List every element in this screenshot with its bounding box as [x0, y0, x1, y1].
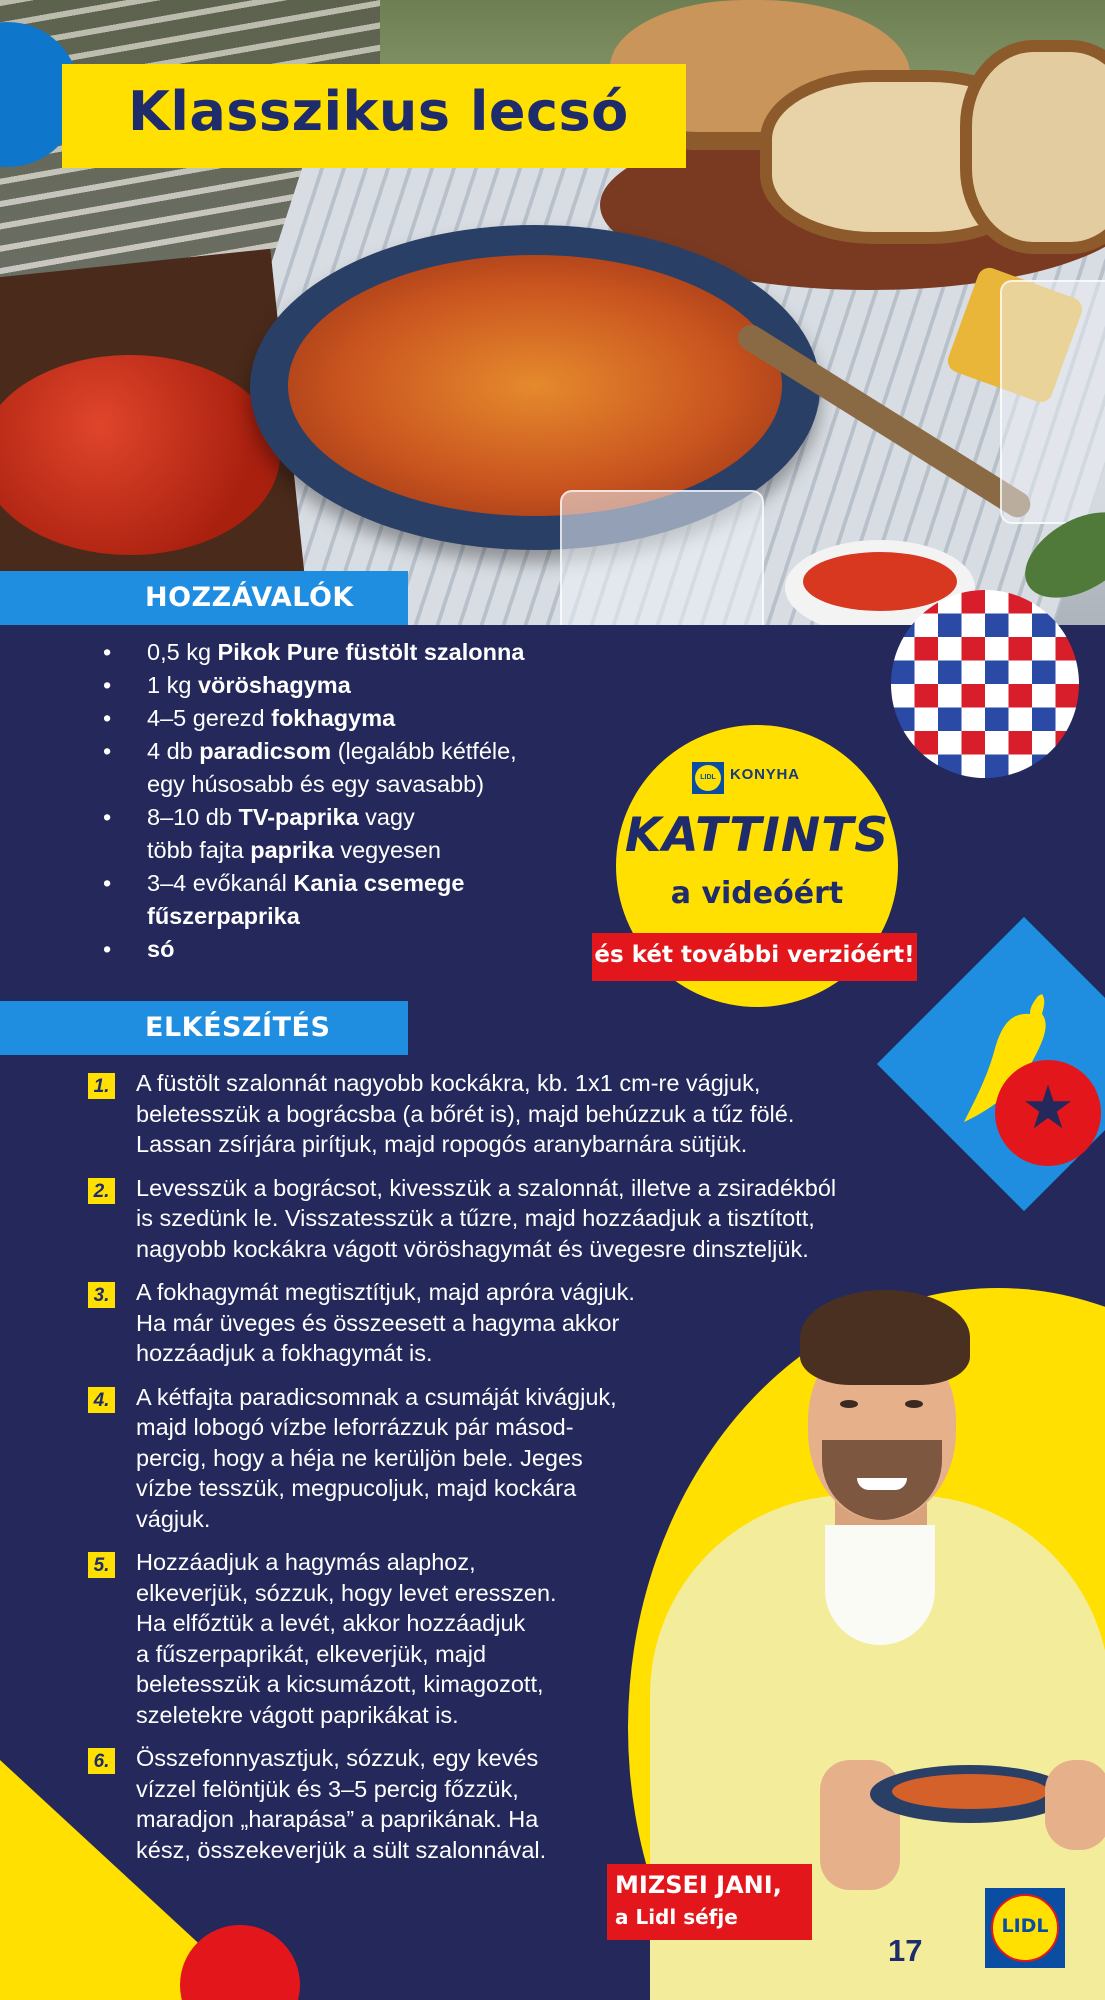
ingredients-list: [103, 636, 623, 966]
lidl-logo: [985, 1888, 1065, 1968]
chef-role: a Lidl séfje: [615, 1905, 738, 1929]
step-text-line: hozzáadjuk a fokhagymát is.: [136, 1340, 433, 1366]
ingredient-name: paprika: [250, 837, 334, 863]
step-text-line: vízzel felöntjük és 3–5 percig főzzük,: [136, 1775, 519, 1802]
ingredient-amount: 4–5 gerezd: [147, 705, 272, 731]
bullet: •: [103, 804, 112, 830]
preparation-step: [88, 1068, 928, 1160]
step-text-line: A kétfajta paradicsomnak a csumáját kivágjuk,: [136, 1383, 617, 1410]
step-number: 1.: [88, 1073, 115, 1099]
step-text-line: beletesszük a kicsumázott, kimagozott,: [136, 1671, 544, 1697]
ingredient-note: vegyesen: [333, 837, 441, 863]
ingredient-amount: 0,5 kg: [147, 639, 218, 665]
preparation-step: [88, 1547, 928, 1730]
ingredient-name: Pikok Pure füstölt szalonna: [217, 639, 525, 665]
ingredient-name: Kania csemege: [293, 870, 465, 896]
bullet: •: [103, 936, 112, 962]
chef-name: MIZSEI JANI,: [615, 1871, 782, 1899]
step-text-line: is szedünk le. Visszatesszük a tűzre, majd hozzáadjuk a tisztított,: [136, 1205, 815, 1231]
step-text-line: Ha már üveges és összeesett a hagyma akkor: [136, 1309, 620, 1336]
ingredient-name: paradicsom: [199, 738, 332, 764]
ingredient-item: [103, 867, 623, 900]
checkered-cloth-icon: [891, 590, 1079, 778]
ingredient-amount: 8–10 db: [147, 804, 239, 830]
ingredient-item: [103, 735, 623, 768]
step-text-line: vízbe tesszük, megpucoljuk, majd kockára: [136, 1475, 577, 1501]
ingredient-amount: 4 db: [147, 738, 200, 764]
lidl-logo-small: LIDL: [690, 760, 726, 796]
step-text-line: Lassan zsírjára pirítjuk, majd ropogós aranybarnára sütjük.: [136, 1131, 748, 1157]
page-number: 17: [888, 1933, 923, 1968]
lidl-logo-text: LIDL: [1001, 1915, 1049, 1937]
step-number: 6.: [88, 1748, 115, 1774]
ingredient-item: [103, 768, 623, 801]
video-badge-banner-text[interactable]: és két további verzióért!: [594, 942, 915, 968]
bullet: •: [103, 639, 112, 665]
ingredient-item: [103, 834, 623, 867]
water-glass: [560, 490, 764, 625]
ingredient-name: fűszerpaprika: [147, 903, 300, 929]
step-number: 2.: [88, 1178, 115, 1204]
preparation-step: [88, 1277, 928, 1369]
ingredient-name: TV-paprika: [238, 804, 359, 830]
red-star-circle: [995, 1060, 1101, 1166]
bread-slice: [960, 40, 1105, 254]
ingredient-name: fokhagyma: [271, 705, 396, 731]
decor-red-circle: [180, 1925, 300, 2000]
ingredient-item: [103, 669, 623, 702]
ingredient-name: vöröshagyma: [197, 672, 351, 698]
ingredient-item: [103, 636, 623, 669]
ingredient-item: [103, 933, 623, 966]
bullet: •: [103, 738, 112, 764]
preparation-heading: ELKÉSZÍTÉS: [145, 1012, 331, 1043]
step-text-line: Ha elfőztük a levét, akkor hozzáadjuk: [136, 1610, 526, 1636]
ingredient-name: só: [147, 936, 175, 962]
step-text-line: kész, összekeverjük a sült szalonnával.: [136, 1836, 547, 1863]
step-text-line: A füstölt szalonnát nagyobb kockákra, kb. 1x1 cm-re vágjuk,: [136, 1070, 761, 1096]
preparation-step: [88, 1173, 928, 1265]
step-number: 5.: [88, 1552, 115, 1578]
ingredient-note: (legalább kétféle,: [331, 738, 517, 764]
bullet: •: [103, 705, 112, 731]
step-number: 4.: [88, 1387, 115, 1413]
step-text-line: percig, hogy a héja ne kerüljön bele. Jeges: [136, 1444, 583, 1471]
star-icon: ★: [1021, 1074, 1075, 1141]
step-text-line: beletesszük a bográcsba (a bőrét is), majd behúzzuk a tűz fölé.: [136, 1100, 795, 1127]
step-text-line: vágjuk.: [136, 1505, 211, 1532]
recipe-title: Klasszikus lecsó: [128, 80, 629, 143]
step-text-line: Összefonnyasztjuk, sózzuk, egy kevés: [136, 1745, 539, 1771]
konyha-label: KONYHA: [730, 766, 800, 783]
ingredient-amount: 1 kg: [147, 672, 198, 698]
step-text-line: maradjon „harapása” a paprikának. Ha: [136, 1806, 539, 1832]
ingredient-item: [103, 702, 623, 735]
ingredient-amount: több fajta: [147, 837, 251, 863]
ingredient-amount: egy húsosabb és egy savasabb): [147, 771, 485, 797]
step-text-line: Levesszük a bográcsot, kivesszük a szalonnát, illetve a zsiradékból: [136, 1174, 837, 1201]
bullet: •: [103, 870, 112, 896]
preparation-step: [88, 1382, 928, 1535]
step-text-line: A fokhagymát megtisztítjuk, majd apróra vágjuk.: [136, 1279, 635, 1305]
step-number: 3.: [88, 1282, 115, 1308]
ingredient-note: vagy: [358, 804, 415, 830]
preparation-step: [88, 1743, 928, 1865]
ingredients-heading: HOZZÁVALÓK: [145, 582, 354, 613]
ingredient-item: [103, 900, 623, 933]
step-text-line: szeletekre vágott paprikákat is.: [136, 1701, 459, 1728]
bullet: •: [103, 672, 112, 698]
preparation-steps: [88, 1068, 928, 1878]
water-glass: [1000, 280, 1105, 524]
step-text-line: a fűszerpaprikát, elkeverjük, majd: [136, 1640, 487, 1667]
step-text-line: nagyobb kockákra vágott vöröshagymát és üvegesre dinszteljük.: [136, 1235, 809, 1262]
step-text-line: elkeverjük, sózzuk, hogy levet eresszen.: [136, 1579, 557, 1606]
ingredient-item: [103, 801, 623, 834]
step-text-line: majd lobogó vízbe leforrázzuk pár másod-: [136, 1414, 574, 1440]
chef-hand: [1045, 1760, 1105, 1850]
ingredient-amount: 3–4 evőkanál: [147, 870, 294, 896]
video-badge-headline[interactable]: KATTINTS: [624, 808, 890, 863]
step-text-line: Hozzáadjuk a hagymás alaphoz,: [136, 1549, 476, 1575]
video-badge-subline[interactable]: a videóért: [670, 876, 844, 911]
